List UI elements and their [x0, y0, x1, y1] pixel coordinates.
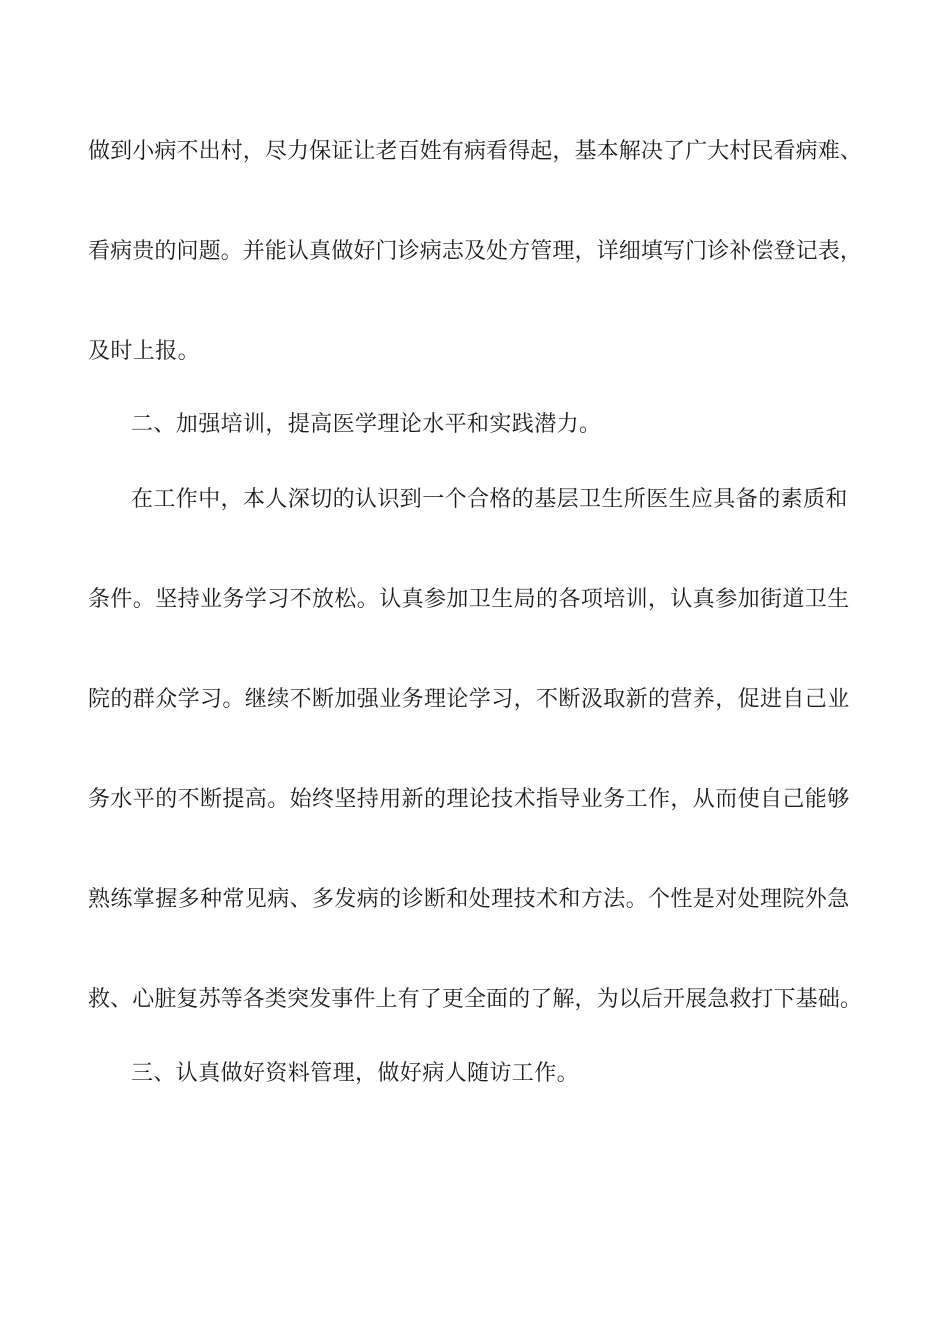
- text-line-6: 条件。坚持业务学习不放松。认真参加卫生局的各项培训，认真参加街道卫生: [88, 587, 850, 612]
- text-line-9: 熟练掌握多种常见病、多发病的诊断和处理技术和方法。个性是对处理院外急: [88, 887, 850, 912]
- text-line-3: 及时上报。: [88, 339, 201, 364]
- text-line-1: 做到小病不出村，尽力保证让老百姓有病看得起，基本解决了广大村民看病难、: [88, 139, 863, 164]
- text-line-2: 看病贵的问题。并能认真做好门诊病志及处方管理，详细填写门诊补偿登记表，: [88, 239, 863, 264]
- text-line-5: 在工作中，本人深切的认识到一个合格的基层卫生所医生应具备的素质和: [131, 487, 848, 512]
- text-line-8: 务水平的不断提高。始终坚持用新的理论技术指导业务工作，从而使自己能够: [88, 787, 850, 812]
- section-heading-3: 三、认真做好资料管理，做好病人随访工作。: [131, 1061, 580, 1086]
- text-line-10: 救、心脏复苏等各类突发事件上有了更全面的了解，为以后开展急救打下基础。: [88, 987, 863, 1012]
- text-line-7: 院的群众学习。继续不断加强业务理论学习，不断汲取新的营养，促进自己业: [88, 687, 850, 712]
- section-heading-2: 二、加强培训，提高医学理论水平和实践潜力。: [131, 412, 602, 437]
